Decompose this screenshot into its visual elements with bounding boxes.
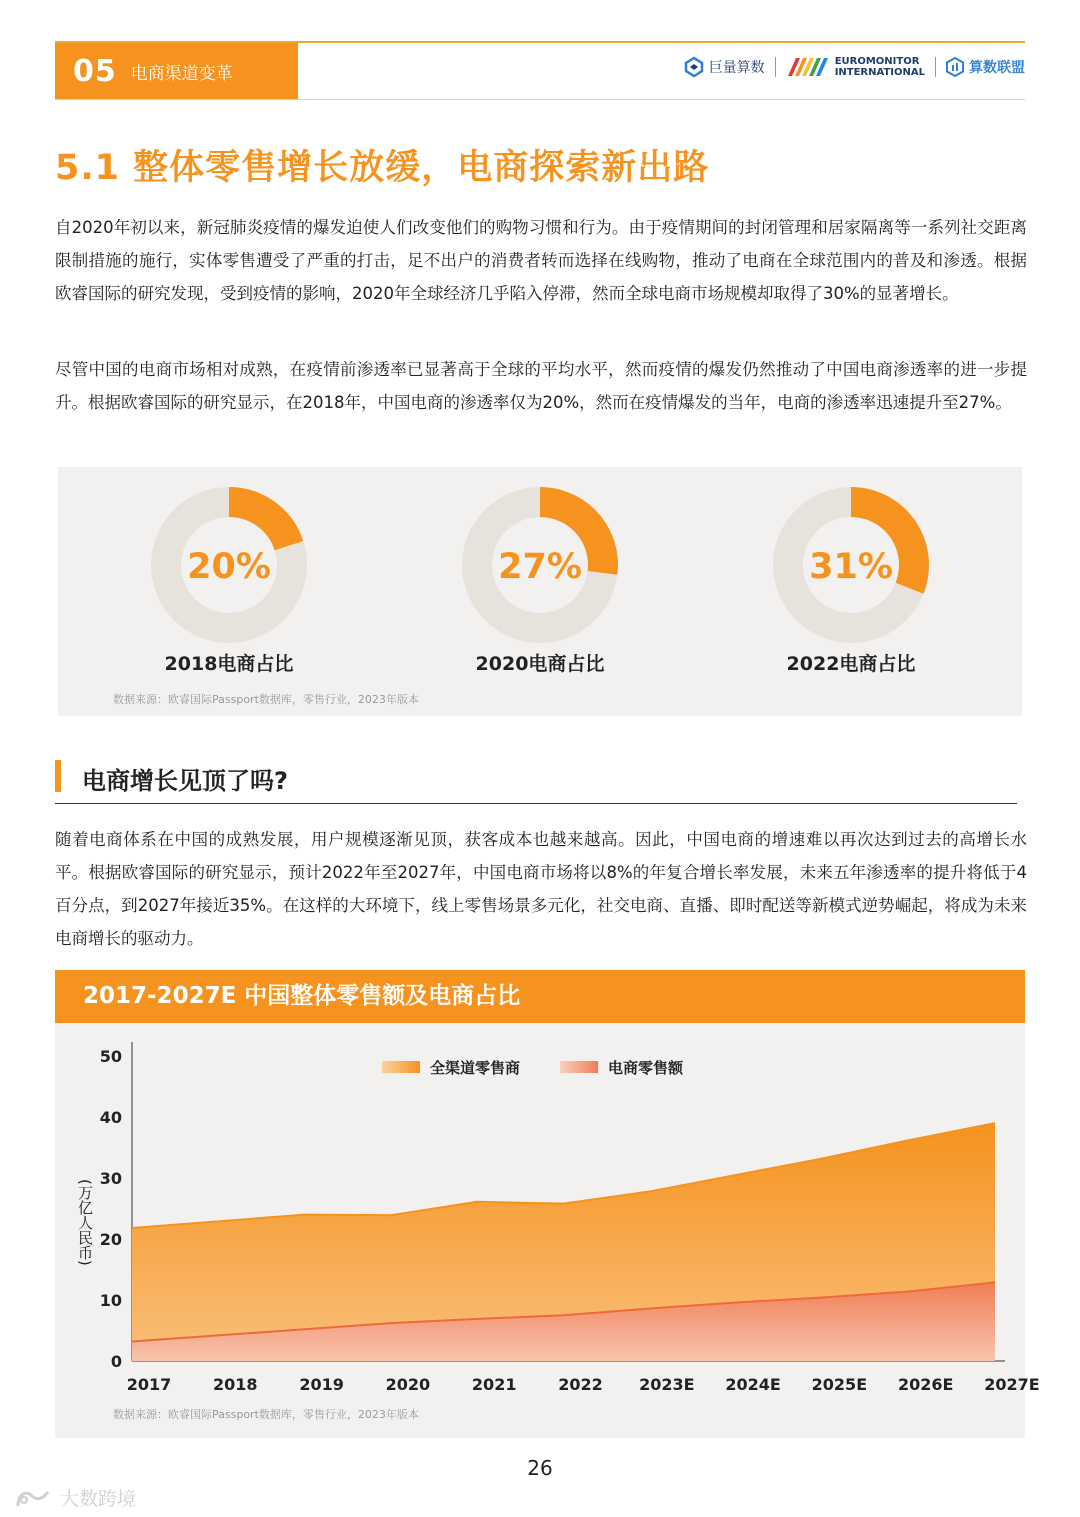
y-tick-label: 40 (99, 1108, 122, 1127)
y-tick-label: 10 (99, 1291, 122, 1310)
watermark (14, 1484, 136, 1511)
suanshu-logo (946, 57, 1025, 77)
juliang-logo-icon (684, 57, 704, 77)
x-tick-label: 2017 (126, 1375, 172, 1394)
logo-separator (935, 57, 936, 77)
section-name: 电商渠道变革 (130, 63, 233, 84)
donut-value: 20% (187, 547, 271, 587)
donut-caption: 2018电商占比 (164, 653, 294, 675)
legend-label: 全渠道零售商 (430, 1059, 521, 1077)
x-tick-label: 2026E (897, 1375, 954, 1394)
donut-2018 (151, 487, 307, 643)
euromonitor-text-line1: EUROMONITOR (834, 56, 920, 67)
donut-caption: 2020电商占比 (475, 653, 605, 675)
section-number: 05 (73, 53, 117, 89)
x-tick-label: 2019 (299, 1375, 344, 1394)
subheading: 电商增长见顶了吗? (82, 767, 288, 795)
euromonitor-text-line2: INTERNATIONAL (834, 67, 925, 78)
header-divider (55, 99, 1025, 100)
page-number: 26 (527, 1456, 553, 1480)
chart-header: 2017-2027E 中国整体零售额及电商占比 (55, 970, 1025, 1023)
donut-caption: 2022电商占比 (786, 653, 916, 675)
chart-source-note: 数据来源：欧睿国际Passport数据库，零售行业，2023年版本 (113, 1408, 419, 1421)
legend-swatch (560, 1061, 598, 1073)
x-tick-label: 2021 (471, 1375, 517, 1394)
y-tick-label: 30 (99, 1169, 122, 1188)
donut-value: 27% (498, 547, 582, 587)
x-tick-label: 2027E (984, 1375, 1040, 1394)
section-tab (55, 43, 298, 99)
paragraph-1: 自2020年初以来，新冠肺炎疫情的爆发迫使人们改变他们的购物习惯和行为。由于疫情期间的封闭管理和居家隔离等一系列社交距离限制措施的施行，实体零售遭受了严重的打击，足不出户的消费者转而选择在线购物，推动了电商在全球范围内的普及和渗透。根据欧睿国际的研究发现，受到疫情的影响，2020年全球经济几乎陷入停滞，然而全球电商市场规模却取得了30%的显著增长。 (55, 218, 1027, 303)
suanshu-logo-icon (946, 57, 964, 77)
x-tick-label: 2022 (558, 1375, 603, 1394)
x-tick-label: 2025E (811, 1375, 868, 1394)
euromonitor-stripes-icon (786, 58, 830, 76)
y-axis-label: (万亿人民币) (76, 1179, 94, 1266)
donut-value: 31% (809, 547, 893, 587)
partner-logos (684, 56, 1025, 78)
watermark-text: 大数跨境 (60, 1488, 137, 1510)
y-tick-label: 50 (99, 1047, 122, 1066)
juliang-logo (684, 57, 765, 77)
donut-panel (58, 467, 1022, 716)
x-tick-label: 2018 (213, 1375, 258, 1394)
y-tick-label: 0 (110, 1352, 122, 1371)
x-tick-label: 2024E (725, 1375, 781, 1394)
paragraph-3: 随着电商体系在中国的成熟发展，用户规模逐渐见顶，获客成本也越来越高。因此，中国电商的增速难以再次达到过去的高增长水平。根据欧睿国际的研究显示，预计2022年至2027年，中国电商市场将以8%的年复合增长率发展，未来五年渗透率的提升将低于4百分点，到2027年接近35%。在这样的大环境下，线上零售场景多元化，社交电商、直播、即时配送等新模式逆势崛起，将成为未来电商增长的驱动力。 (55, 830, 1027, 948)
suanshu-logo-text: 算数联盟 (969, 60, 1025, 76)
watermark-logo-icon (14, 1486, 54, 1510)
euromonitor-logo (786, 56, 925, 78)
legend-swatch (382, 1061, 420, 1073)
donut-source-note: 数据来源：欧睿国际Passport数据库，零售行业，2023年版本 (113, 693, 419, 706)
logo-separator (775, 57, 776, 77)
x-tick-label: 2020 (385, 1375, 431, 1394)
area-chart (55, 1023, 1040, 1438)
page-title: 5.1 整体零售增长放缓，电商探索新出路 (55, 148, 710, 188)
subheading-divider (55, 803, 1017, 804)
donut-2022 (773, 487, 929, 643)
paragraph-2: 尽管中国的电商市场相对成熟，在疫情前渗透率已显著高于全球的平均水平，然而疫情的爆发仍然推动了中国电商渗透率的进一步提升。根据欧睿国际的研究显示，在2018年，中国电商的渗透率仅为20%，然而在疫情爆发的当年，电商的渗透率迅速提升至27%。 (55, 360, 1027, 412)
subheading-accent-bar (55, 760, 61, 792)
donut-2020 (462, 487, 618, 643)
legend-label: 电商零售额 (608, 1059, 684, 1077)
y-tick-label: 20 (99, 1230, 122, 1249)
x-tick-label: 2023E (639, 1375, 695, 1394)
juliang-logo-text: 巨量算数 (708, 60, 765, 76)
chart-panel (55, 1023, 1040, 1438)
